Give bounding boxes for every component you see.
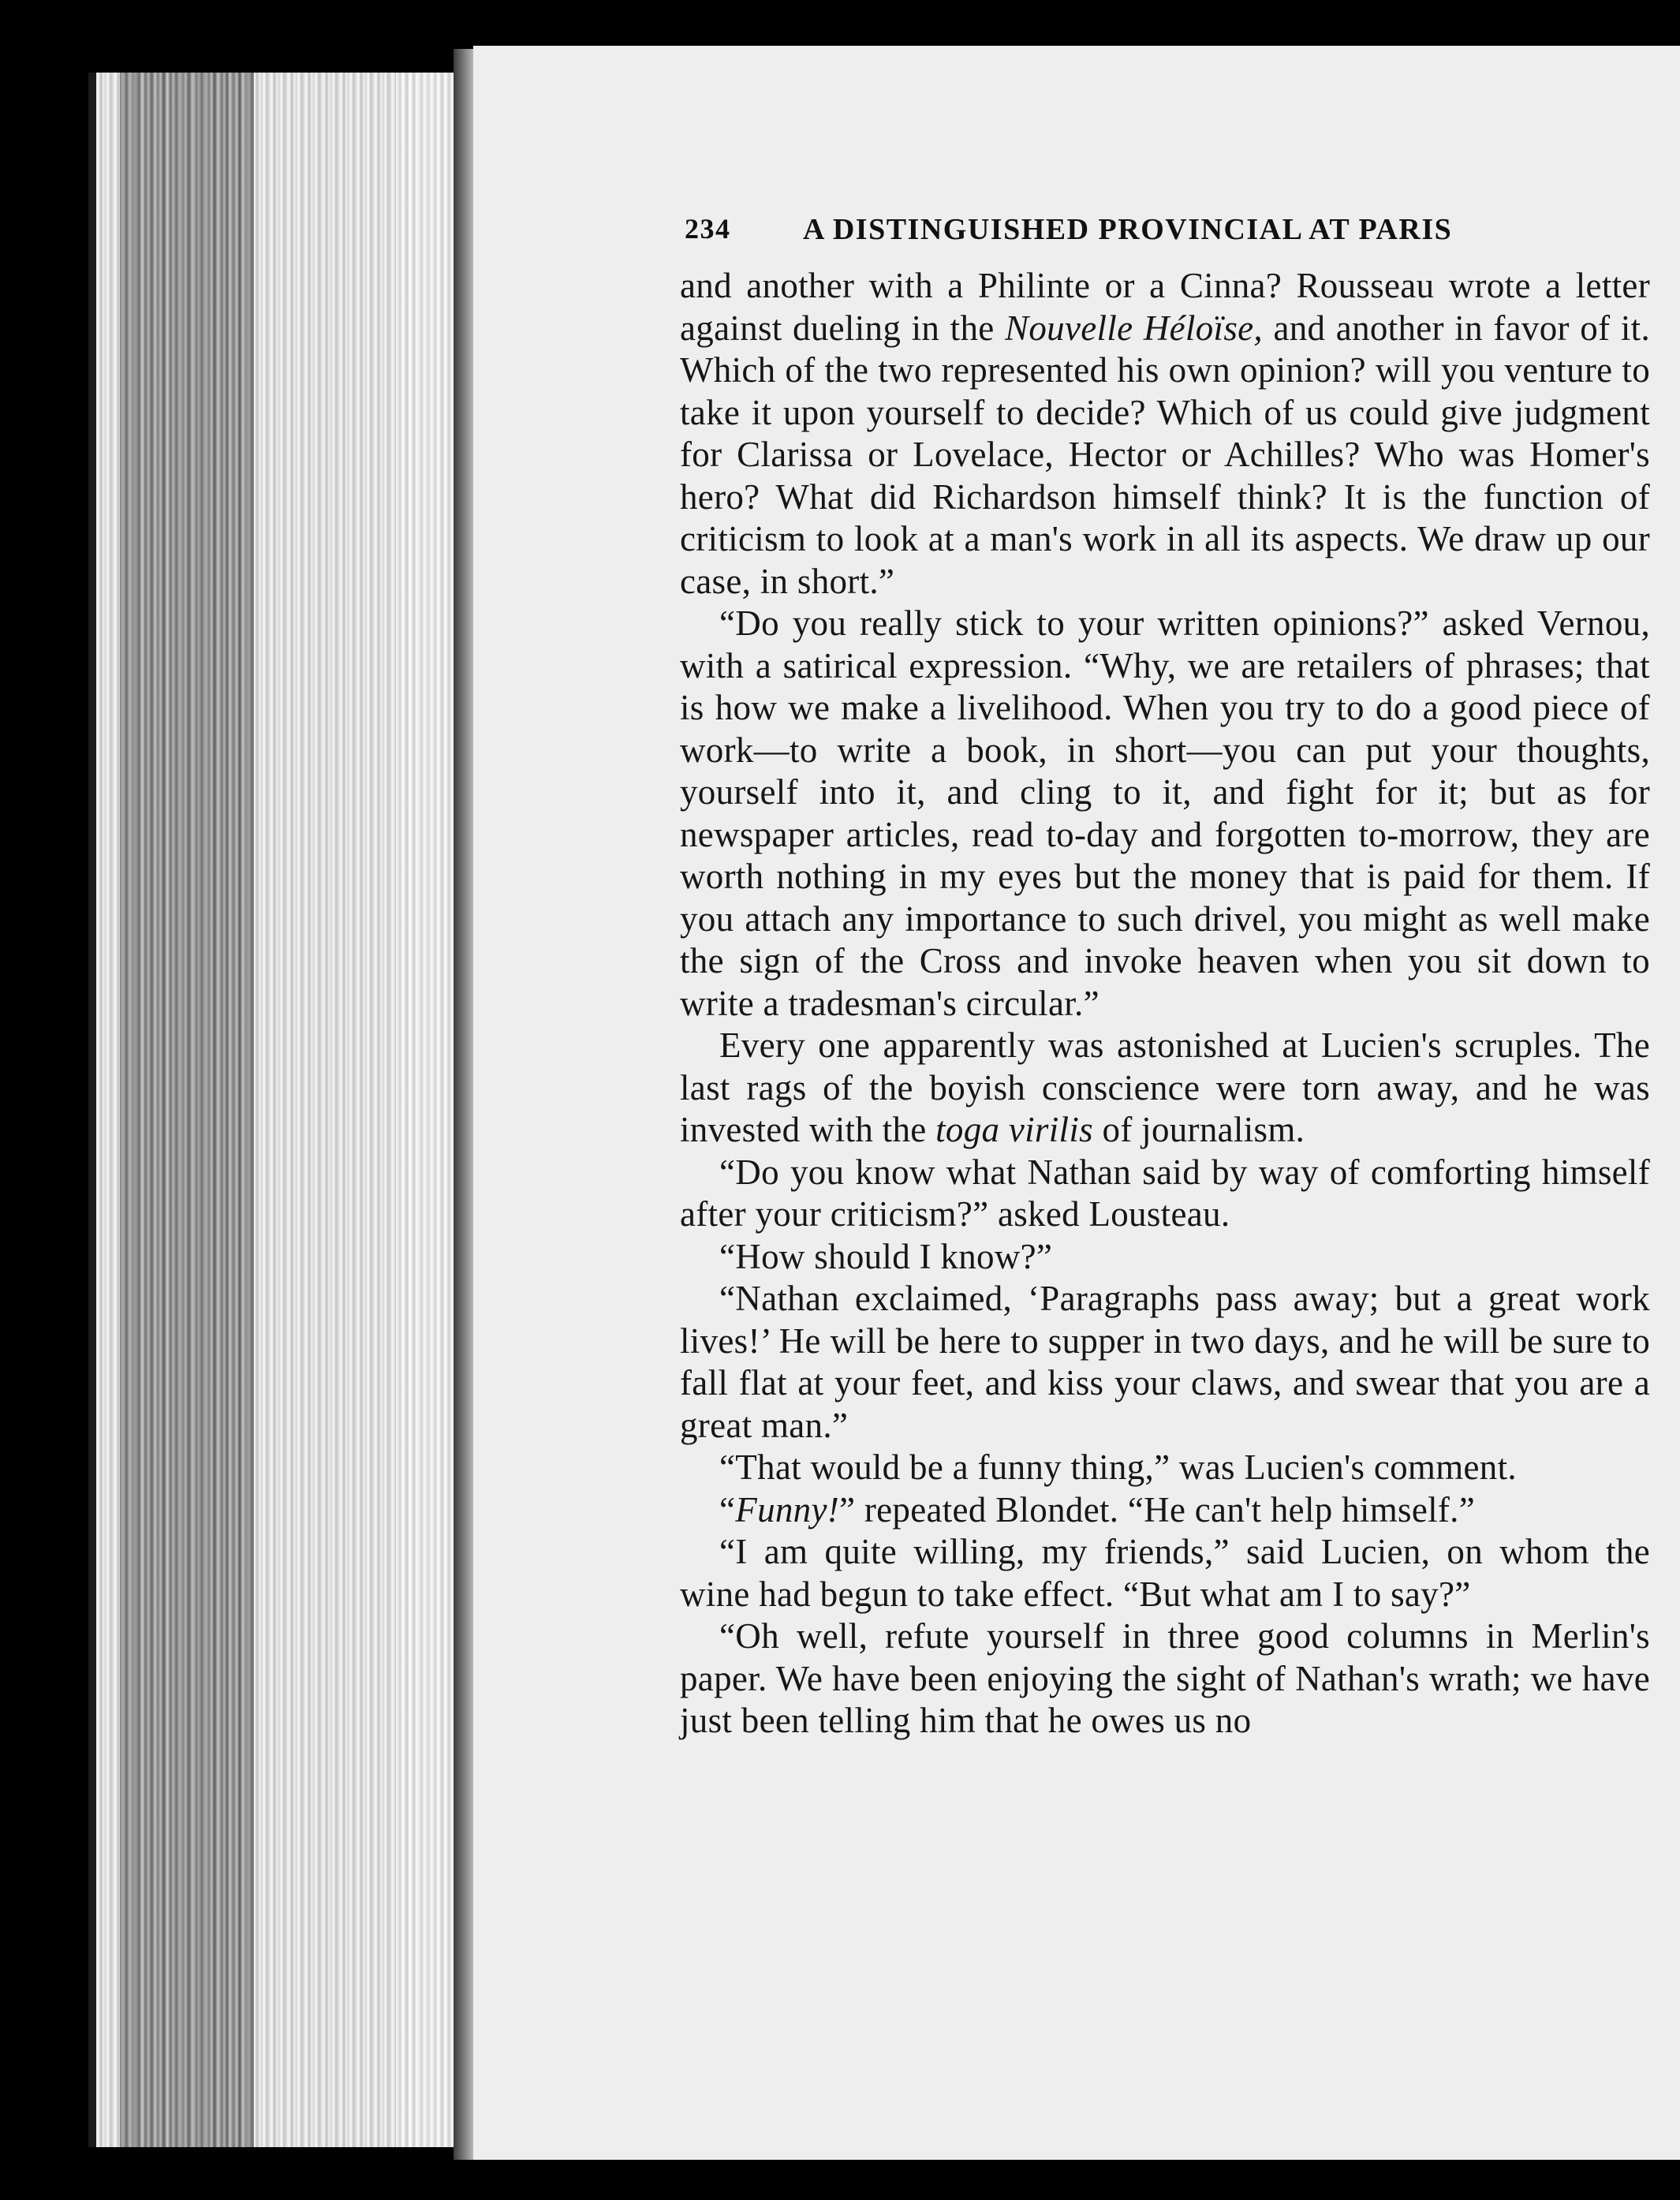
text-run: “Do you know what Nathan said by way of comforting himself after your criticism?” asked Lousteau. xyxy=(680,1152,1650,1234)
running-head-title: A DISTINGUISHED PROVINCIAL AT PARIS xyxy=(803,213,1453,246)
paragraph xyxy=(680,1236,1650,1279)
paragraph xyxy=(680,265,1650,603)
text-run: “Do you really stick to your written opinions?” asked Vernou, with a satirical expression. “Why, we are retailers of phrases; that is how we make a livelihood. When you try to do a good piece of work—to write a book, in short—you can put your thoughts, yourself into it, and cling to it, and fight for it; but as for newspaper articles, read to-day and forgotten to-morrow, they are worth nothing in my eyes but the money that is paid for them. If you attach any importance to such drivel, you might as well make the sign of the Cross and invoke heaven when you sit down to write a tradesman's circular.” xyxy=(680,603,1650,1023)
book-fore-edge xyxy=(88,73,480,2147)
book-page xyxy=(473,46,1680,2160)
italic-text: toga virilis xyxy=(935,1110,1093,1149)
text-run: and another in favor of it. Which of the two represented his own opinion? will you venture to take it upon yourself to decide? Which of us could give judgment for Clarissa or Lovelace, Hector or Achilles? Who was Homer's hero? What did Richardson himself think? It is the function of criticism to look at a man's work in all its aspects. We draw up our case, in short.” xyxy=(680,308,1651,601)
text-run: “That would be a funny thing,” was Lucien's comment. xyxy=(719,1447,1517,1487)
running-head xyxy=(685,207,1672,255)
paragraph xyxy=(680,1489,1650,1532)
italic-text: Funny! xyxy=(735,1489,840,1530)
paragraph xyxy=(680,1152,1650,1236)
text-run: “Oh well, refute yourself in three good columns in Merlin's paper. We have been enjoying the sight of Nathan's wrath; we have just been telling him that he owes us no xyxy=(680,1616,1650,1740)
text-run: “I am quite willing, my friends,” said Lucien, on whom the wine had begun to take effect. “But what am I to say?” xyxy=(680,1532,1650,1614)
text-run: Every one apparently was astonished at Lucien's scruples. The last rags of the boyish conscience were torn away, and he was invested with the xyxy=(680,1025,1650,1149)
text-run: “Nathan exclaimed, ‘Paragraphs pass away; but a great work lives!’ He will be here to supper in two days, and he will be sure to fall flat at your feet, and kiss your claws, and swear that you are a great man.” xyxy=(680,1279,1650,1445)
body-text xyxy=(680,265,1650,1742)
italic-text: Nouvelle Héloïse, xyxy=(1005,308,1263,348)
paragraph xyxy=(680,1531,1650,1615)
page-number: 234 xyxy=(685,213,731,245)
text-run: and another with a Philinte or a Cinna? Rousseau wrote a letter against dueling in the xyxy=(680,266,1650,348)
paragraph xyxy=(680,1278,1650,1447)
paragraph xyxy=(680,1025,1650,1152)
text-run: “ xyxy=(719,1489,736,1530)
paragraph xyxy=(680,1447,1650,1489)
text-run: “How should I know?” xyxy=(719,1236,1053,1276)
text-run: ” repeated Blondet. “He can't help himself.” xyxy=(839,1489,1476,1530)
text-run: of journalism. xyxy=(1092,1110,1305,1149)
paragraph xyxy=(680,603,1650,1025)
paragraph xyxy=(680,1615,1650,1742)
